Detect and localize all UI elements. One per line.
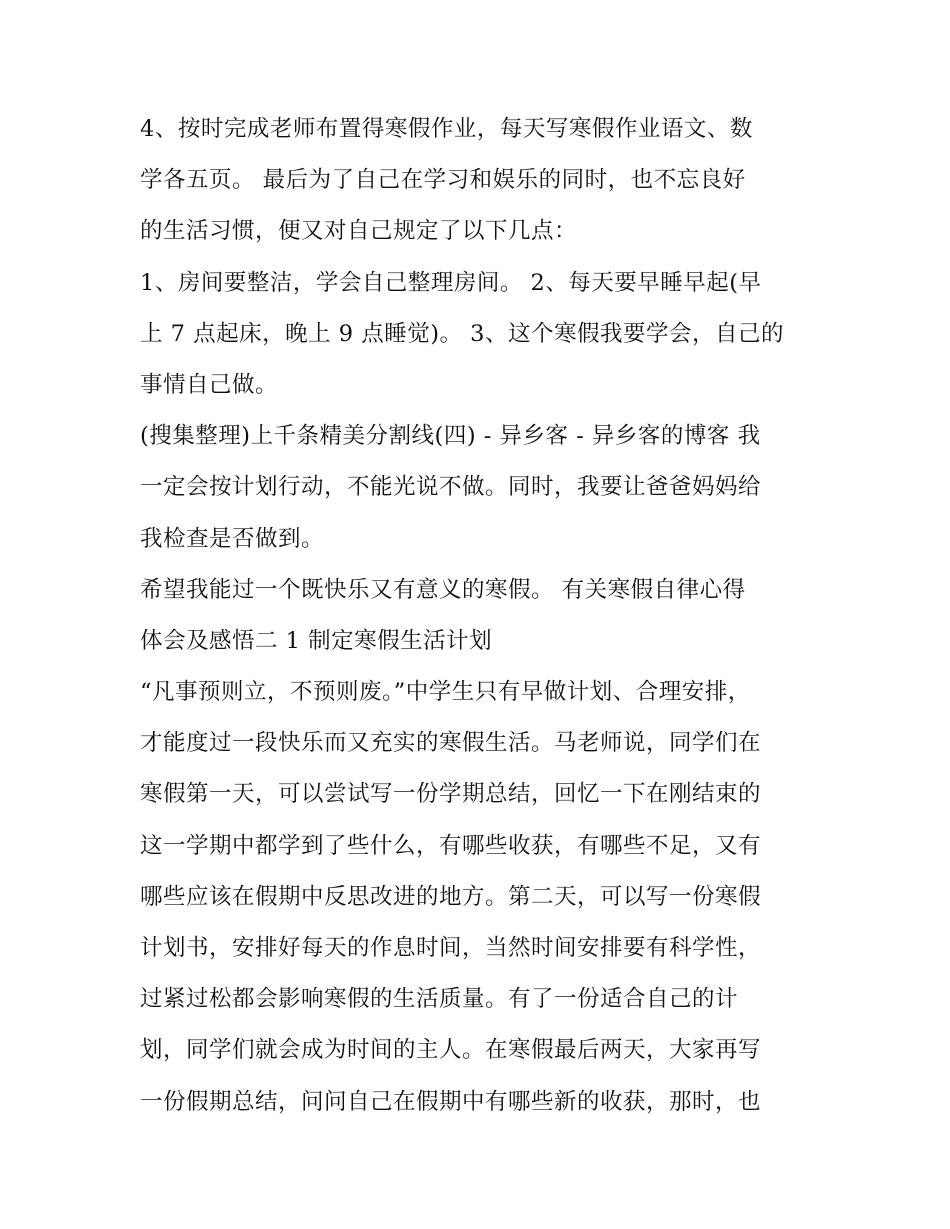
text-line: 计划书，安排好每天的作息时间，当然时间安排要有科学性， xyxy=(140,935,762,961)
text-line: 学各五页。 最后为了自己在学习和娱乐的同时，也不忘良好 xyxy=(140,167,746,194)
text-line: 过紧过松都会影响寒假的生活质量。有了一份适合自己的计 xyxy=(140,986,739,1013)
text-line: 希望我能过一个既快乐又有意义的寒假。 有关寒假自律心得 xyxy=(140,576,746,603)
text-line: 我检查是否做到。 xyxy=(140,525,325,552)
text-line: 的生活习惯，便又对自己规定了以下几点： xyxy=(140,218,578,245)
text-line: “凡事预则立，不预则废。”中学生只有早做计划、合理安排， xyxy=(140,679,751,706)
document-body xyxy=(140,104,820,1128)
text-line: 哪些应该在假期中反思改进的地方。第二天，可以写一份寒假 xyxy=(140,883,762,910)
text-line: 事情自己做。 xyxy=(140,371,279,398)
text-line: 上 7 点起床，晚上 9 点睡觉)。 3、这个寒假我要学会，自己的 xyxy=(140,320,784,347)
text-line: 才能度过一段快乐而又充实的寒假生活。马老师说，同学们在 xyxy=(140,730,762,757)
text-line: 体会及感悟二 1 制定寒假生活计划 xyxy=(140,627,493,654)
text-line: 寒假第一天，可以尝试写一份学期总结，回忆一下在刚结束的 xyxy=(140,781,762,808)
text-line: 一份假期总结，问问自己在假期中有哪些新的收获，那时，也 xyxy=(140,1088,762,1115)
text-line: 1、房间要整洁，学会自己整理房间。 2、每天要早睡早起(早 xyxy=(140,269,762,296)
text-line: (搜集整理)上千条精美分割线(四) - 异乡客 - 异乡客的博客 我 xyxy=(140,423,761,450)
text-line: 一定会按计划行动，不能光说不做。同时，我要让爸爸妈妈给 xyxy=(140,474,762,501)
text-line: 这一学期中都学到了些什么，有哪些收获，有哪些不足，又有 xyxy=(140,832,762,859)
text-line: 4、按时完成老师布置得寒假作业，每天写寒假作业语文、数 xyxy=(140,116,753,142)
text-line: 划，同学们就会成为时间的主人。在寒假最后两天，大家再写 xyxy=(140,1037,762,1064)
